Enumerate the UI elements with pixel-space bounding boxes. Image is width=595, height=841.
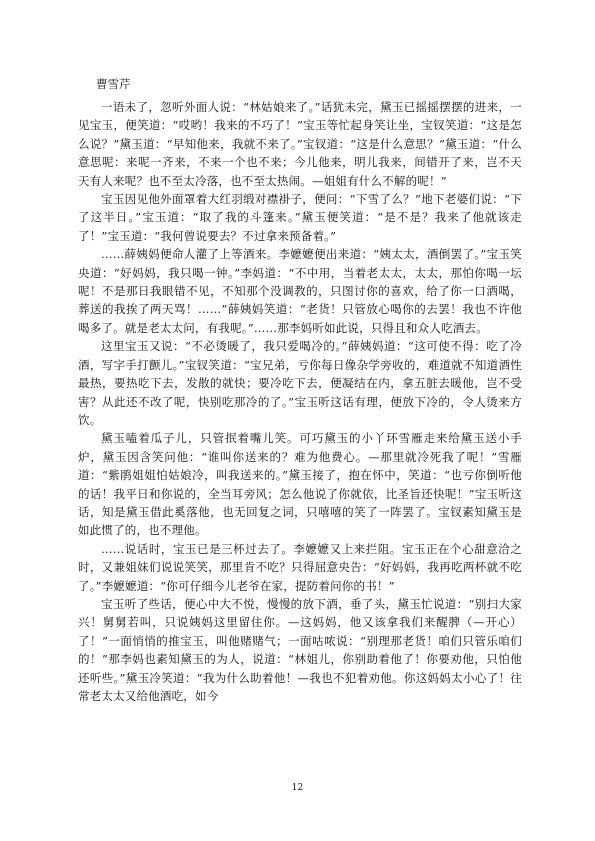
paragraph: 这里宝玉又说：“不必烫暖了，我只爱喝冷的。”薛姨妈道：“这可使不得：吃了冷酒，写字手打颤儿。”宝钗笑道：“宝兄弟，亏你每日像杂学旁收的，难道就不知道酒性最热，要热吃下去，发散的就快；要冷吃下去，便凝结在内，拿五脏去暖他，岂不受害？从此还不改了呢，快别吃那冷的了。”宝玉听这话有理，便放下冷的，令人烫来方饮。: [78, 339, 522, 427]
paragraph: ……说话时，宝玉已是三杯过去了。李嬷嬷又上来拦阻。宝玉正在个心甜意洽之时，又兼姐妹们说说笑笑，那里肯不吃？只得屈意央告：“好妈妈，我再吃两杯就不吃了。”李嬷嬷道：“你可仔细今儿老爷在家，提防着问你的书！”: [78, 541, 522, 593]
paragraph: 宝玉听了些话，便心中大不悦，慢慢的放下酒，垂了头，黛玉忙说道：“别扫大家兴！舅舅若叫，只说姨妈这里留住你。—这妈妈，他又该拿我们来醒脾（—开心）了！”一面悄悄的推宝玉，叫他赌赌气；一面咕哝说：“别理那老货！咱们只管乐咱们的！”那李妈也素知黛玉的为人，说道：“林姐儿，你别助着他了！你要劝他，只怕他还听些。”黛玉冷笑道：“我为什么助着他！—我也不犯着劝他。你这妈妈太小心了！往常老太太又给他酒吃，如今: [78, 596, 522, 703]
page-number: 12: [291, 783, 304, 793]
author-name: 曹雪芹: [96, 77, 131, 91]
paragraph: 黛玉嗑着瓜子儿，只管抿着嘴儿笑。可巧黛玉的小丫环雪雁走来给黛玉送小手炉，黛玉因含笑问他：“谁叫你送来的？难为他费心。—那里就冷死我了呢！”雪雁道：“紫鹃姐姐怕姑娘冷，叫我送来的。”黛玉接了，抱在怀中，笑道：“也亏你倒听他的话！我平日和你说的，全当耳旁风；怎么他说了你就依，比圣旨还快呢！”宝玉听这话，知是黛玉借此奚落他，也无回复之词，只嘻嘻的笑了一阵罢了。宝钗素知黛玉是如此惯了的，也不理他。: [78, 431, 522, 538]
body-text: [78, 98, 522, 705]
paragraph: 一语未了，忽听外面人说：“林姑娘来了。”话犹未完，黛玉已摇摇摆摆的进来，一见宝玉，便笑道：“哎哟！我来的不巧了！”宝玉等忙起身笑让坐，宝钗笑道：“这是怎么说？”黛玉道：“早知他来，我就不来了。”宝钗道：“这是什么意思？”黛玉道：“什么意思呢：来呢一齐来，不来一个也不来；今儿他来，明儿我来，间错开了来，岂不天天有人来呢？也不至太冷落，也不至太热闹。—姐姐有什么不解的呢！”: [78, 100, 522, 188]
paragraph: ……薛姨妈便命人灌了上等酒来。李嬷嬷便出来道：“姨太太，酒倒罢了。”宝玉笑央道：“好妈妈，我只喝一钟。”李妈道：“不中用，当着老太太，太太，那怕你喝一坛呢！不是那日我眼错不见，不知那个没调教的，只图讨你的喜欢，给了你一口酒喝，葬送的我挨了两天骂！……”薛姨妈笑道：“老货！只管放心喝你的去罢！我也不许他喝多了。就是老太太问，有我呢。”……那李妈听如此说，只得且和众人吃酒去。: [78, 247, 522, 335]
paragraph: 宝玉因见他外面罩着大红羽缎对襟褂子，便问：“下雪了么？”地下老婆们说：“下了这半日。”宝玉道：“取了我的斗篷来。”黛玉便笑道：“是不是？我来了他就该走了！”宝玉道：“我何曾说要去？不过拿来预备着。”: [78, 192, 522, 243]
